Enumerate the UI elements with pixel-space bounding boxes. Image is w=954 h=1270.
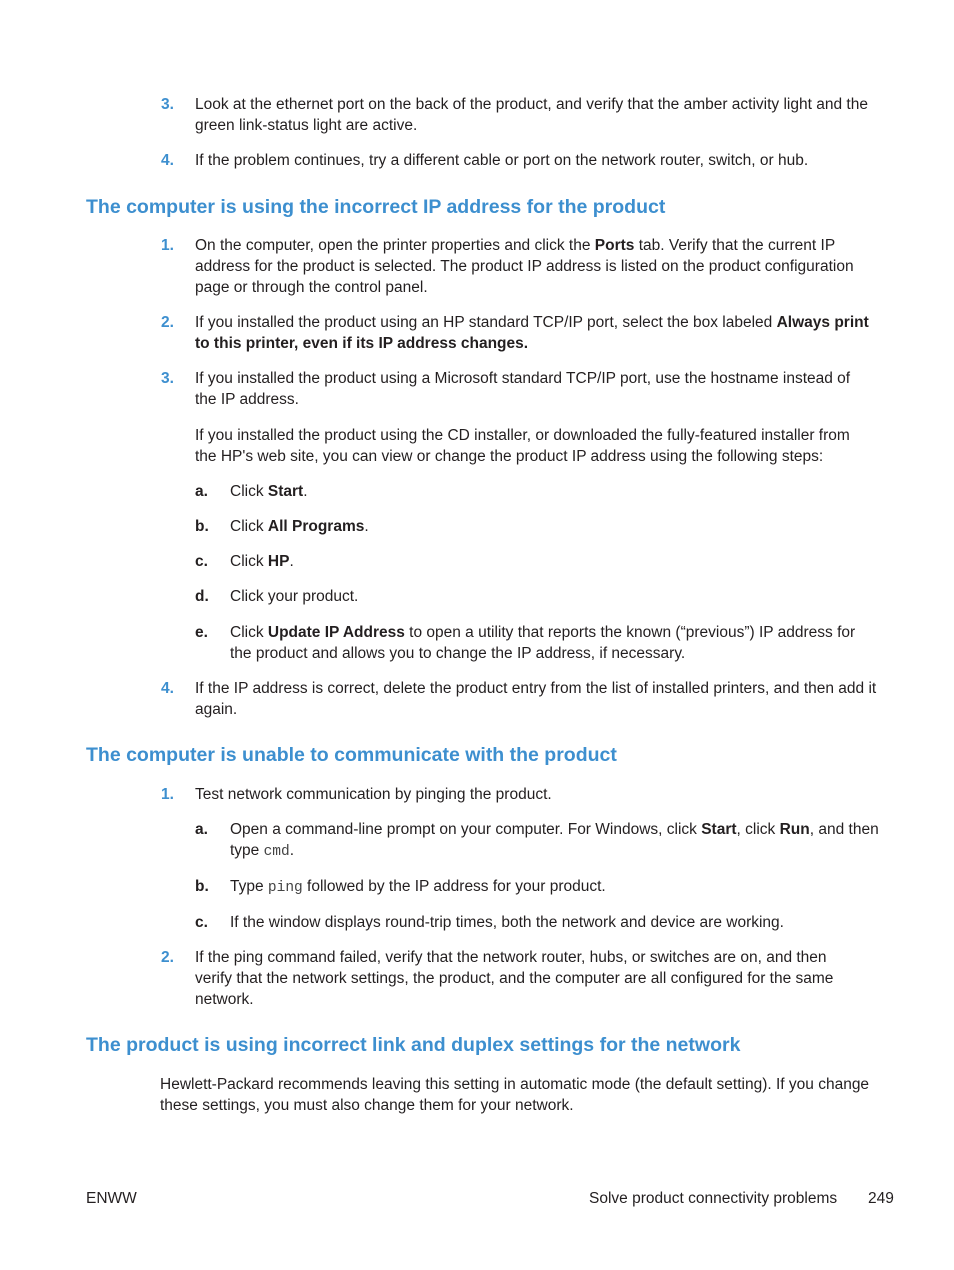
substep-letter: e. (195, 624, 208, 641)
step-number: 3. (161, 370, 174, 387)
substep-letter: a. (195, 483, 208, 500)
section-heading: The product is using incorrect link and duplex settings for the network (86, 1034, 741, 1056)
paragraph: Hewlett-Packard recommends leaving this setting in automatic mode (the default setting). If you change these settings, you must also change them for your network. (160, 1076, 870, 1114)
substep-text: Type ping followed by the IP address for your product. (230, 878, 606, 896)
substep-letter: c. (195, 553, 208, 570)
step-number: 1. (161, 786, 174, 803)
substep-text: Click HP. (230, 553, 294, 570)
substep-letter: c. (195, 914, 208, 931)
step-number: 1. (161, 237, 174, 254)
step-number: 2. (161, 314, 174, 331)
section-heading: The computer is using the incorrect IP address for the product (86, 196, 666, 218)
substep-text: Click Start. (230, 483, 308, 500)
footer-section-title: Solve product connectivity problems (589, 1190, 838, 1207)
page-number: 249 (868, 1190, 894, 1207)
step-number: 4. (161, 152, 174, 169)
substep-text: Click All Programs. (230, 518, 369, 535)
substep-text: If the window displays round-trip times, both the network and device are working. (230, 914, 784, 931)
step-number: 4. (161, 680, 174, 697)
step-text: If the problem continues, try a different cable or port on the network router, switch, or hub. (195, 152, 809, 169)
step-text: If the IP address is correct, delete the product entry from the list of installed printers, and then add it again. (195, 680, 877, 718)
substep-letter: d. (195, 588, 209, 605)
step-text: If you installed the product using a Microsoft standard TCP/IP port, use the hostname instead of the IP address. (195, 370, 851, 408)
substep-letter: a. (195, 821, 208, 838)
substep-text: Click your product. (230, 588, 359, 605)
step-text: On the computer, open the printer properties and click the Ports tab. Verify that the current IP address for the product is selected. The product IP address is listed on the product configuration page or through the control panel. (195, 237, 854, 296)
step-text: Test network communication by pinging the product. (195, 786, 552, 803)
substep-text: Click Update IP Address to open a utility that reports the known (“previous”) IP address for the product and allows you to change the IP address, if necessary. (230, 624, 856, 662)
substep-letter: b. (195, 518, 209, 535)
section-heading: The computer is unable to communicate with the product (86, 744, 617, 766)
substep-text: Open a command-line prompt on your computer. For Windows, click Start, click Run, and then type cmd. (230, 821, 879, 860)
step-number: 2. (161, 949, 174, 966)
step-text: If you installed the product using an HP standard TCP/IP port, select the box labeled Always print to this printer, even if its IP address changes. (195, 314, 869, 352)
ports-label: Ports (594, 237, 635, 254)
paragraph: If you installed the product using the CD installer, or downloaded the fully-featured installer from the HP's web site, you can view or change the product IP address using the following steps: (195, 427, 850, 465)
always-print-label: Always print to this printer, even if its IP address changes. (195, 314, 869, 352)
substep-letter: b. (195, 878, 209, 895)
step-text: Look at the ethernet port on the back of the product, and verify that the amber activity light and the green link-status light are active. (195, 96, 868, 134)
footer-label: ENWW (86, 1190, 137, 1207)
step-text: If the ping command failed, verify that the network router, hubs, or switches are on, and then verify that the network settings, the product, and the computer are all configured for the same network. (195, 949, 834, 1008)
ping-code: ping (267, 880, 303, 896)
step-number: 3. (161, 96, 174, 113)
cmd-code: cmd (263, 844, 290, 860)
